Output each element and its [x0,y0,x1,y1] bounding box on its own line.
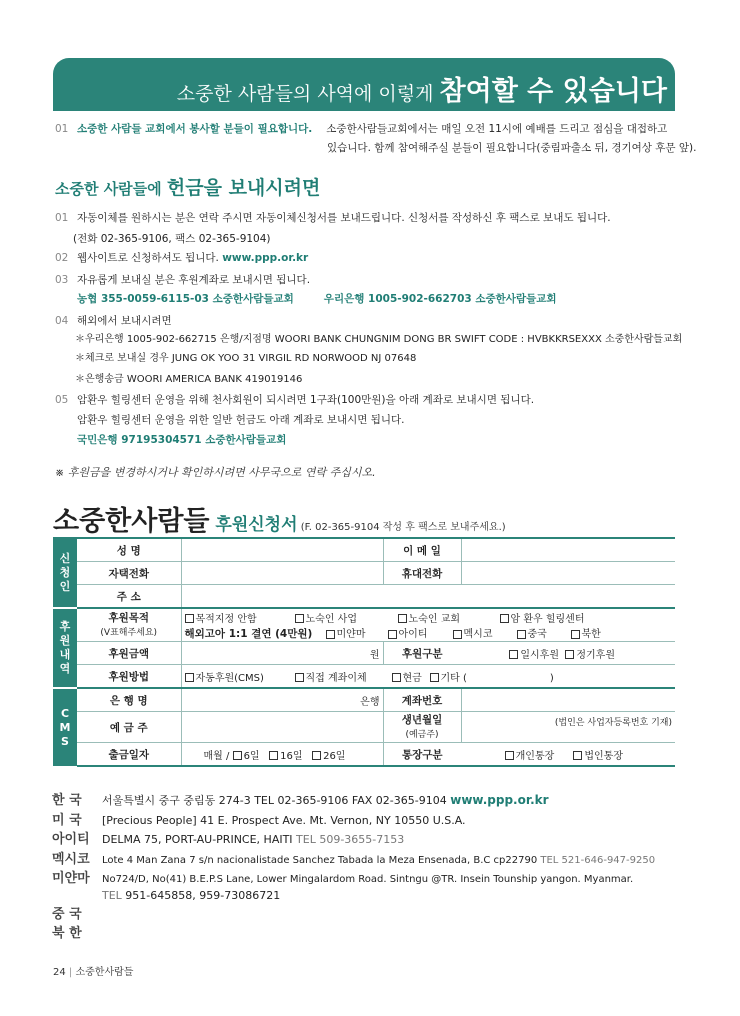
type-regular[interactable]: 정기후원 [565,650,615,661]
checkbox[interactable] [233,751,242,760]
label-bank: 은 행 명 [77,688,181,712]
checkbox[interactable] [326,630,335,639]
address-myanmar-tel: TEL 951-645858, 959-73086721 [102,889,281,902]
checkbox[interactable] [185,673,194,682]
label-type: 후원구분 [383,642,461,665]
country-nk[interactable]: 북한 [571,629,601,640]
checkbox[interactable] [430,673,439,682]
overseas-bank-2: ＊체크로 보내실 경우 JUNG OK YOO 31 VIRGIL RD NORWOOD NJ 07648 [75,353,417,364]
checkbox[interactable] [388,630,397,639]
checkbox[interactable] [565,650,574,659]
acct-corporate[interactable]: 법인통장 [573,751,623,762]
acct-type-options [461,743,675,767]
country-china[interactable]: 중국 [517,625,571,640]
notice-text: ※ 후원금을 변경하시거나 확인하시려면 사무국으로 연락 주십시오. [55,466,376,479]
mobile-field[interactable] [461,562,675,585]
label-amount: 후원금액 [77,642,181,665]
acct-personal[interactable]: 개인통장 [505,751,555,762]
date-6[interactable]: 6일 [233,751,260,762]
overseas-bank-1: ＊우리은행 1005-902-662715 은행/지점명 WOORI BANK CHUNGNIM DONG BR SWIFT CODE : HVBKKRSEXXX 소중한사람들교회 [75,334,683,345]
holder-field[interactable] [181,712,383,743]
date-16[interactable]: 16일 [269,751,302,762]
home-phone-field[interactable] [181,562,383,585]
checkbox[interactable] [505,751,514,760]
email-field[interactable] [461,538,675,562]
volunteer-line1: 01 소중한 사람들 교회에서 봉사할 분들이 필요합니다. 소중한사람들교회에서는 매일 오전 11시에 예배를 드리고 점심을 대접하고 [55,123,668,135]
checkbox[interactable] [453,630,462,639]
bank-field[interactable]: 은행 [181,688,383,712]
address-myanmar: 미얀마 No724/D, No(41) B.E.P.S Lane, Lower Mingalardom Road. Sintngu @TR. Insein Tounship yangon. Myanmar. [52,871,634,886]
donate-item-4: 04 해외에서 보내시려면 [55,315,172,327]
label-name: 성 명 [77,538,181,562]
donate-item-3: 03 자유롭게 보내실 분은 후원계좌로 보내시면 됩니다. [55,274,311,286]
donation-heading: 소중한 사람들에 헌금을 보내시려면 [55,177,321,199]
address-nk: 북 한 [52,926,82,941]
group-support: 후원내역 [53,608,77,688]
name-field[interactable] [181,538,383,562]
address-china: 중 국 [52,907,82,922]
label-account: 계좌번호 [383,688,461,712]
overseas-bank-3: ＊은행송금 WOORI AMERICA BANK 419019146 [75,374,303,385]
address-field[interactable] [181,585,675,609]
address-haiti: 아이티 DELMA 75, PORT-AU-PRINCE, HAITI TEL 509-3655-7153 [52,832,405,847]
method-transfer[interactable]: 직접 계좌이체 [295,669,392,684]
website-link[interactable]: www.ppp.or.kr [222,252,309,264]
checkbox[interactable] [571,630,580,639]
checkbox[interactable] [517,630,526,639]
checkbox[interactable] [500,614,509,623]
checkbox[interactable] [185,614,194,623]
label-address: 주 소 [77,585,181,609]
purpose-healing[interactable]: 암 환우 힐링센터 [500,614,585,625]
country-mexico[interactable]: 멕시코 [453,625,517,640]
donate-accounts: 농협 355-0059-6115-03 소중한사람들교회 우리은행 1005-902-662703 소중한사람들교회 [77,293,557,305]
healing-account: 국민은행 97195304571 소중한사람들교회 [77,434,287,446]
purpose-homeless[interactable]: 노숙인 사업 [295,610,398,625]
purpose-church[interactable]: 노숙인 교회 [398,610,500,625]
application-form [53,537,675,767]
checkbox[interactable] [312,751,321,760]
banner-rule [53,108,675,111]
address-mexico: 멕시코 Lote 4 Man Zana 7 s/n nacionalistade Sanchez Tabada la Meza Ensenada, B.C cp22790 TEL 521-646-947-9250 [52,852,656,867]
type-once[interactable]: 일시후원 [509,650,559,661]
checkbox[interactable] [392,673,401,682]
type-options [461,642,675,665]
amount-field[interactable]: 원 [181,642,383,665]
label-acct-type: 통장구분 [383,743,461,767]
purpose-options [181,608,675,625]
label-dob: 생년월일 (예금주) [383,712,461,743]
group-cms: CMS [53,688,77,766]
checkbox[interactable] [573,751,582,760]
label-mobile: 휴대전화 [383,562,461,585]
date-options: 매월 / 6일 16일 26일 [181,743,383,767]
method-options [181,665,675,689]
website-link-footer[interactable]: www.ppp.or.kr [450,793,549,807]
checkbox[interactable] [295,673,304,682]
label-purpose: 후원목적 (V표해주세요) [77,608,181,642]
form-title: 소중한사람들 후원신청서 (F. 02-365-9104 작성 후 팩스로 보내주세요.) [53,506,506,537]
purpose-none[interactable]: 목적지정 안함 [185,610,295,625]
country-myanmar[interactable]: 미얀마 [326,625,388,640]
method-cash[interactable]: 현금 [392,669,430,684]
donate-item-1-contact: (전화 02-365-9106, 팩스 02-365-9104) [73,233,271,245]
date-26[interactable]: 26일 [312,751,345,762]
donate-item-5-line2: 암환우 힐링센터 운영을 위한 일반 헌금도 아래 계좌로 보내시면 됩니다. [77,414,405,426]
label-date: 출금일자 [77,743,181,767]
account-field[interactable] [461,688,675,712]
label-email: 이 메 일 [383,538,461,562]
dob-field[interactable]: (법인은 사업자등록번호 기재) [461,712,675,743]
checkbox[interactable] [295,614,304,623]
section-banner [53,58,675,108]
checkbox[interactable] [398,614,407,623]
donate-item-2: 02 웹사이트로 신청하셔도 됩니다. www.ppp.or.kr [55,252,309,264]
page-footer: 24 | 소중한사람들 [53,967,134,978]
checkbox[interactable] [269,751,278,760]
address-usa: 미 국 [Precious People] 41 E. Prospect Ave. Mt. Vernon, NY 10550 U.S.A. [52,813,466,828]
donate-item-5: 05 암환우 힐링센터 운영을 위해 천사회원이 되시려면 1구좌(100만원)을 아래 계좌로 보내시면 됩니다. [55,394,535,406]
banner-title: 소중한 사람들의 사역에 이렇게 참여할 수 있습니다 [176,76,667,107]
label-holder: 예 금 주 [77,712,181,743]
label-method: 후원방법 [77,665,181,689]
donate-item-1: 01 자동이체를 원하시는 분은 연락 주시면 자동이체신청서를 보내드립니다. 신청서를 작성하신 후 팩스로 보내도 됩니다. [55,212,611,224]
checkbox[interactable] [509,650,518,659]
group-applicant: 신청인 [53,538,77,608]
volunteer-line2: 있습니다. 함께 참여해주실 분들이 필요합니다(중림파출소 뒤, 경기여상 후문 앞). [327,142,697,154]
method-other[interactable]: 기타 ( ) [430,673,554,684]
method-cms[interactable]: 자동후원(CMS) [185,669,295,684]
orphan-options: 해외고아 1:1 결연 (4만원) 미얀마 아이티 멕시코 중국 북한 [181,625,675,642]
label-home-phone: 자택전화 [77,562,181,585]
country-haiti[interactable]: 아이티 [388,625,453,640]
address-korea: 한 국 서울특별시 중구 중림동 274-3 TEL 02-365-9106 FAX 02-365-9104 www.ppp.or.kr [52,793,549,808]
